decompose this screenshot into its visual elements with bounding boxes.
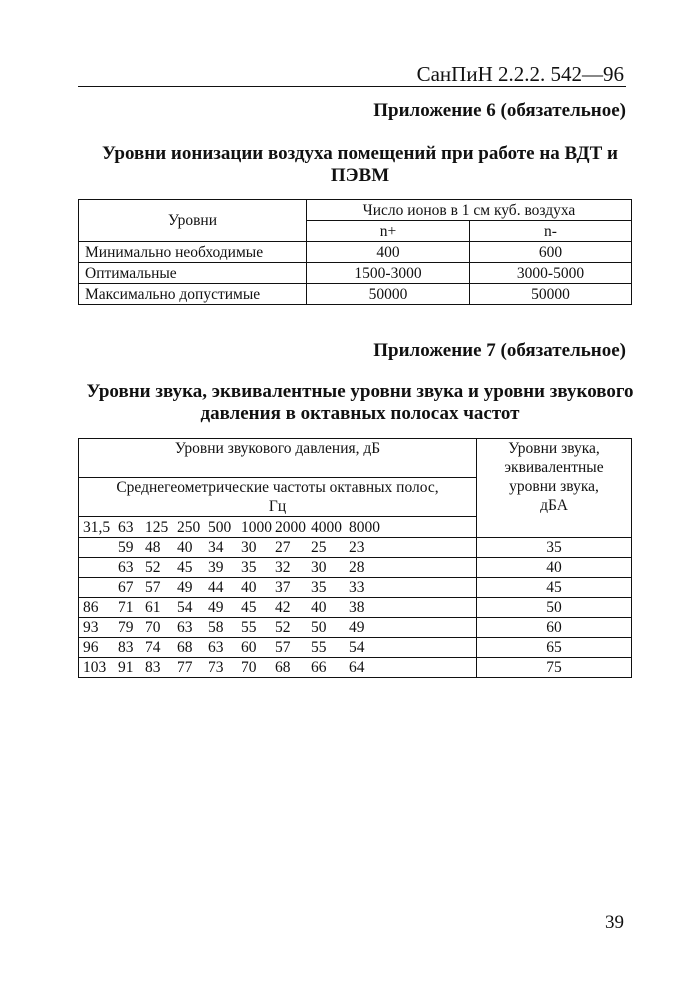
pressure-value: 66 bbox=[311, 659, 327, 676]
pressure-value: 44 bbox=[208, 579, 224, 596]
col-pressure-header: Уровни звукового давления, дБ bbox=[79, 439, 477, 478]
pressure-value: 30 bbox=[311, 559, 327, 576]
frequency-value: 63 bbox=[118, 518, 134, 536]
appendix-7-title-line2: давления в октавных полосах частот bbox=[200, 403, 520, 424]
sound-level-value: 35 bbox=[477, 538, 632, 558]
col-freq-line2: Гц bbox=[268, 498, 287, 515]
pressure-value: 35 bbox=[241, 559, 257, 576]
pressure-values-cell bbox=[79, 578, 477, 598]
pressure-value: 60 bbox=[241, 639, 257, 656]
pressure-value: 45 bbox=[241, 599, 257, 616]
pressure-value: 59 bbox=[118, 539, 134, 556]
pressure-value: 40 bbox=[177, 539, 193, 556]
pressure-value: 52 bbox=[275, 619, 291, 636]
sound-level-value: 75 bbox=[477, 658, 632, 678]
table-row bbox=[79, 598, 632, 618]
pressure-value: 32 bbox=[275, 559, 291, 576]
frequency-value: 8000 bbox=[349, 518, 380, 536]
appendix-6-title-line2: ПЭВМ bbox=[330, 165, 390, 186]
pressure-value: 57 bbox=[275, 639, 291, 656]
pressure-value: 39 bbox=[208, 559, 224, 576]
row-nminus: 50000 bbox=[470, 284, 632, 305]
pressure-value: 30 bbox=[241, 539, 257, 556]
sound-level-value: 50 bbox=[477, 598, 632, 618]
col-nminus-header: n- bbox=[470, 221, 632, 242]
pressure-value: 68 bbox=[275, 659, 291, 676]
pressure-value: 64 bbox=[349, 659, 365, 676]
pressure-value: 79 bbox=[118, 619, 134, 636]
pressure-value: 91 bbox=[118, 659, 134, 676]
row-nplus: 50000 bbox=[307, 284, 470, 305]
pressure-value: 34 bbox=[208, 539, 224, 556]
pressure-value: 49 bbox=[349, 619, 365, 636]
pressure-value: 50 bbox=[311, 619, 327, 636]
pressure-values-cell bbox=[79, 598, 477, 618]
pressure-value: 61 bbox=[145, 599, 161, 616]
table-row bbox=[79, 638, 632, 658]
pressure-value: 71 bbox=[118, 599, 134, 616]
pressure-value: 63 bbox=[208, 639, 224, 656]
row-level: Оптимальные bbox=[79, 263, 307, 284]
ionization-table bbox=[78, 199, 632, 305]
frequency-value: 125 bbox=[145, 518, 169, 536]
pressure-value: 63 bbox=[118, 559, 134, 576]
frequency-value: 4000 bbox=[311, 518, 342, 536]
frequency-value: 31,5 bbox=[83, 518, 111, 536]
pressure-value: 74 bbox=[145, 639, 161, 656]
pressure-value: 35 bbox=[311, 579, 327, 596]
sound-level-value: 60 bbox=[477, 618, 632, 638]
sound-levels-table bbox=[78, 438, 632, 678]
frequency-value: 250 bbox=[177, 518, 201, 536]
sound-level-value: 45 bbox=[477, 578, 632, 598]
table-row bbox=[79, 284, 632, 305]
col-sound-line3: уровни звука, bbox=[509, 478, 599, 495]
pressure-value: 23 bbox=[349, 539, 365, 556]
pressure-value: 54 bbox=[349, 639, 365, 656]
pressure-value: 86 bbox=[83, 599, 99, 616]
pressure-values-cell bbox=[79, 658, 477, 678]
table-row bbox=[79, 242, 632, 263]
header-rule bbox=[78, 86, 626, 87]
row-nminus: 3000-5000 bbox=[470, 263, 632, 284]
pressure-value: 42 bbox=[275, 599, 291, 616]
appendix-7-title-line1: Уровни звука, эквивалентные уровни звука и уровни звукового bbox=[86, 381, 634, 402]
appendix-7-label: Приложение 7 (обязательное) bbox=[373, 340, 626, 361]
pressure-value: 55 bbox=[241, 619, 257, 636]
sound-level-value: 40 bbox=[477, 558, 632, 578]
frequency-value: 1000 bbox=[241, 518, 272, 536]
pressure-value: 49 bbox=[208, 599, 224, 616]
pressure-value: 28 bbox=[349, 559, 365, 576]
pressure-value: 57 bbox=[145, 579, 161, 596]
appendix-7-title bbox=[80, 381, 640, 425]
col-sound-header bbox=[477, 439, 632, 538]
pressure-value: 40 bbox=[311, 599, 327, 616]
pressure-value: 83 bbox=[118, 639, 134, 656]
pressure-values-cell bbox=[79, 618, 477, 638]
pressure-value: 55 bbox=[311, 639, 327, 656]
col-nplus-header: n+ bbox=[307, 221, 470, 242]
pressure-value: 63 bbox=[177, 619, 193, 636]
pressure-value: 37 bbox=[275, 579, 291, 596]
pressure-value: 68 bbox=[177, 639, 193, 656]
col-sound-line2: эквивалентные bbox=[504, 459, 604, 476]
pressure-value: 96 bbox=[83, 639, 99, 656]
pressure-value: 73 bbox=[208, 659, 224, 676]
appendix-6-title-line1: Уровни ионизации воздуха помещений при работе на ВДТ и bbox=[102, 143, 618, 164]
col-sound-line1: Уровни звука, bbox=[508, 440, 600, 457]
pressure-value: 70 bbox=[145, 619, 161, 636]
pressure-value: 49 bbox=[177, 579, 193, 596]
pressure-value: 67 bbox=[118, 579, 134, 596]
page-number: 39 bbox=[605, 912, 624, 933]
col-levels-header: Уровни bbox=[79, 200, 307, 242]
pressure-value: 38 bbox=[349, 599, 365, 616]
pressure-value: 52 bbox=[145, 559, 161, 576]
pressure-value: 83 bbox=[145, 659, 161, 676]
appendix-6-label: Приложение 6 (обязательное) bbox=[373, 100, 626, 121]
document-code: СанПиН 2.2.2. 542—96 bbox=[416, 62, 624, 86]
pressure-value: 40 bbox=[241, 579, 257, 596]
table-row bbox=[79, 578, 632, 598]
table-row bbox=[79, 618, 632, 638]
frequency-row bbox=[79, 517, 477, 538]
col-freq-header bbox=[79, 478, 477, 517]
col-freq-line1: Среднегеометрические частоты октавных полос, bbox=[116, 479, 439, 496]
sound-level-value: 65 bbox=[477, 638, 632, 658]
frequency-values bbox=[79, 518, 476, 537]
pressure-values-cell bbox=[79, 538, 477, 558]
pressure-value: 103 bbox=[83, 659, 107, 676]
pressure-value: 54 bbox=[177, 599, 193, 616]
pressure-value: 25 bbox=[311, 539, 327, 556]
row-nminus: 600 bbox=[470, 242, 632, 263]
pressure-value: 48 bbox=[145, 539, 161, 556]
frequency-value: 2000 bbox=[275, 518, 306, 536]
row-level: Максимально допустимые bbox=[79, 284, 307, 305]
table-row bbox=[79, 658, 632, 678]
frequency-value: 500 bbox=[208, 518, 232, 536]
col-sound-line4: дБА bbox=[540, 497, 568, 514]
pressure-value: 70 bbox=[241, 659, 257, 676]
pressure-values-cell bbox=[79, 638, 477, 658]
table-row bbox=[79, 558, 632, 578]
row-level: Минимально необходимые bbox=[79, 242, 307, 263]
pressure-value: 77 bbox=[177, 659, 193, 676]
table-row bbox=[79, 538, 632, 558]
col-ions-header: Число ионов в 1 см куб. воздуха bbox=[307, 200, 632, 221]
row-nplus: 400 bbox=[307, 242, 470, 263]
pressure-value: 33 bbox=[349, 579, 365, 596]
pressure-value: 93 bbox=[83, 619, 99, 636]
pressure-value: 45 bbox=[177, 559, 193, 576]
pressure-values-cell bbox=[79, 558, 477, 578]
row-nplus: 1500-3000 bbox=[307, 263, 470, 284]
table-row bbox=[79, 263, 632, 284]
pressure-value: 27 bbox=[275, 539, 291, 556]
appendix-6-title bbox=[80, 143, 640, 187]
pressure-value: 58 bbox=[208, 619, 224, 636]
